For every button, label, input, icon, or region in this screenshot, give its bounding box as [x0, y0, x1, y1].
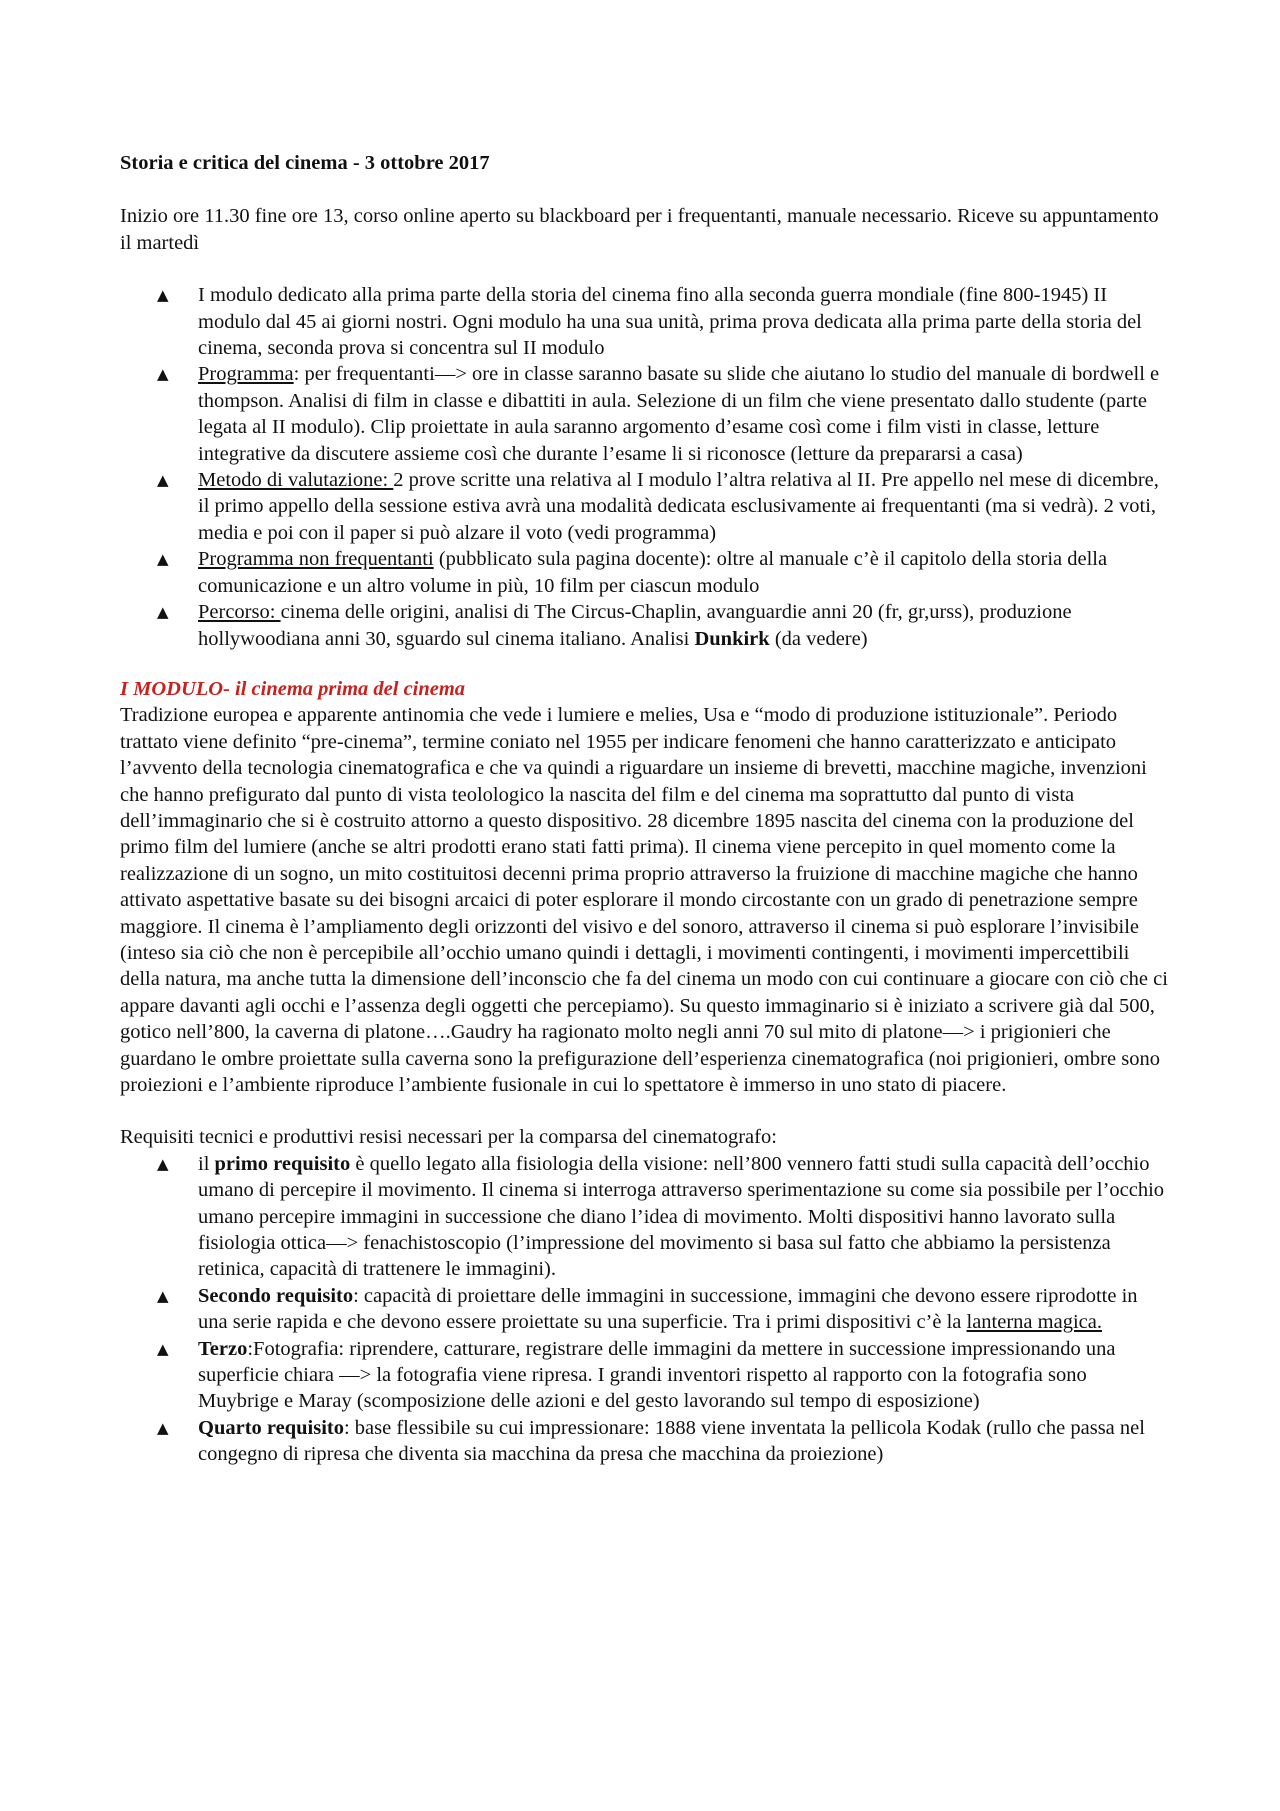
- triangle-bullet-icon: ▲: [157, 1154, 169, 1173]
- list-item: ▲ Secondo requisito: capacità di proiettare delle immagini in successione, immagini che devono essere riprodotte in una serie rapida e che devono essere proiettate su una superficie. Tra i primi dispositivi c’è la lanterna magica.: [157, 1284, 1138, 1334]
- requisiti-list: [120, 1151, 1170, 1468]
- section-body: Tradizione europea e apparente antinomia che vede i lumiere e melies, Usa e “modo di produzione istituzionale”. Periodo trattato viene definito “pre-cinema”, termine coniato nel 1955 per indicare fenomeni che hanno caratterizzato e anticipato l’avvento della tecnologia cinematografica e che va quindi a riguardare un insieme di brevetti, macchine magiche, invenzioni che hanno prefigurato dal punto di vista teolologico la nascita del film e del cinema ma soprattutto dal punto di vista dell’immaginario che si è costruito attorno a questo dispositivo. 28 dicembre 1895 nascita del cinema con la produzione del primo film del lumiere (anche se altri prodotti erano stati fatti prima). Il cinema viene percepito in quel momento come la realizzazione di un sogno, un mito costituitosi decenni prima proprio attraverso la fruizione di macchine magiche che hanno attivato aspettative basate su dei bisogni arcaici di poter esplorare il mondo circostante con un grado di penetrazione sempre maggiore. Il cinema è l’ampliamento degli orizzonti del visivo e del sonoro, attraverso il cinema si può esplorare l’invisibile (inteso sia ciò che non è percepibile all’occhio umano quindi i dettagli, i movimenti contingenti, i movimenti impercettibili della natura, ma anche tutta la dimensione dell’inconscio che fa del cinema un modo con cui continuare a giocare con ciò che ci appare davanti agli occhi e l’assenza degli oggetti che percepiamo). Su questo immaginario si è iniziato a scrivere già dal 500, gotico nell’800, la caverna di platone….Gaudry ha ragionato molto negli anni 70 sul mito di platone—> i prigionieri che guardano le ombre proiettate sulla caverna sono la prefigurazione dell’esperienza cinematografica (noi prigionieri, ombre sono proiezioni e l’ambiente riproduce l’ambiente fusionale in cui lo spettatore è immerso in uno stato di piacere.: [120, 704, 1168, 1096]
- document-page: [120, 150, 1170, 1468]
- list-item: ▲ I modulo dedicato alla prima parte della storia del cinema fino alla seconda guerra mondiale (fine 800-1945) II modulo dal 45 ai giorni nostri. Ogni modulo ha una sua unità, prima prova dedicata alla prima parte della storia del cinema, seconda prova si concentra sul II modulo: [157, 284, 1142, 360]
- list-item: ▲ Terzo:Fotografia: riprendere, catturare, registrare delle immagini da mettere in successione impressionando una superficie chiara —> la fotografia viene ripresa. I grandi inventori rispetto al rapporto con la fotografia sono Muybrige e Maray (scomposizione delle azioni e del gesto lavorando sul tempo di esposizione): [157, 1337, 1116, 1413]
- triangle-bullet-icon: ▲: [157, 1286, 169, 1305]
- list-item: ▲ il primo requisito è quello legato alla fisiologia della visione: nell’800 vennero fatti studi sulla capacità dell’occhio umano di percepire il movimento. Il cinema si interroga attraverso sperimentazione su come sia possibile per l’occhio umano percepire immagini in successione che diano l’idea di movimento. Molti dispositivi hanno lavorato sulla fisiologia ottica—> fenachistoscopio (l’impressione del movimento si basa sul fatto che abbiamo la persistenza retinica, capacità di trattenere le immagini).: [157, 1152, 1165, 1281]
- item-label: Metodo di valutazione:: [198, 469, 394, 492]
- underlined-term: lanterna magica.: [966, 1311, 1102, 1334]
- requisiti-intro: Requisiti tecnici e produttivi resisi necessari per la comparsa del cinematografo:: [120, 1126, 777, 1149]
- list-item: ▲ Quarto requisito: base flessibile su cui impressionare: 1888 viene inventata la pellicola Kodak (rullo che passa nel congegno di ripresa che diventa sia macchina da presa che macchina da proiezione): [157, 1416, 1145, 1466]
- section-heading: I MODULO- il cinema prima del cinema: [120, 677, 466, 700]
- film-title: Dunkirk: [694, 627, 770, 650]
- triangle-bullet-icon: ▲: [157, 550, 169, 569]
- course-info-list: [120, 282, 1170, 652]
- triangle-bullet-icon: ▲: [157, 603, 169, 622]
- list-item: ▲ Programma: per frequentanti—> ore in classe saranno basate su slide che aiutano lo studio del manuale di bordwell e thompson. Analisi di film in classe e dibattiti in aula. Selezione di un film che viene presentato dallo studente (parte legata al II modulo). Clip proiettate in aula saranno argomento d’esame così come i film visti in classe, letture integrative da discutere assieme così che durante l’esame li si riconosce (letture da prepararsi a casa): [157, 363, 1160, 465]
- item-label: Percorso:: [198, 601, 281, 624]
- item-label: Programma: [198, 363, 294, 386]
- list-item: ▲ Metodo di valutazione: 2 prove scritte una relativa al I modulo l’altra relativa al II. Pre appello nel mese di dicembre, il primo appello della sessione estiva avrà una modalità dedicata esclusivamente ai frequentanti (ma si vedrà). 2 voti, media e poi con il paper si può alzare il voto (vedi programma): [157, 469, 1159, 544]
- list-item: ▲ Programma non frequentanti (pubblicato sula pagina docente): oltre al manuale c’è il capitolo della storia della comunicazione e un altro volume in più, 10 film per ciascun modulo: [157, 548, 1108, 597]
- triangle-bullet-icon: ▲: [157, 286, 169, 305]
- item-label: Programma non frequentanti: [198, 548, 434, 571]
- triangle-bullet-icon: ▲: [157, 1339, 169, 1358]
- document-title: Storia e critica del cinema - 3 ottobre 2017: [120, 152, 490, 174]
- intro-paragraph: Inizio ore 11.30 fine ore 13, corso online aperto su blackboard per i frequentanti, manuale necessario. Riceve su appuntamento il martedì: [120, 205, 1159, 254]
- triangle-bullet-icon: ▲: [157, 471, 169, 490]
- list-item: ▲ Percorso: cinema delle origini, analisi di The Circus-Chaplin, avanguardie anni 20 (fr, gr,urss), produzione hollywoodiana anni 30, sguardo sul cinema italiano. Analisi Dunkirk (da vedere): [157, 601, 1072, 650]
- triangle-bullet-icon: ▲: [157, 365, 169, 384]
- triangle-bullet-icon: ▲: [157, 1418, 169, 1437]
